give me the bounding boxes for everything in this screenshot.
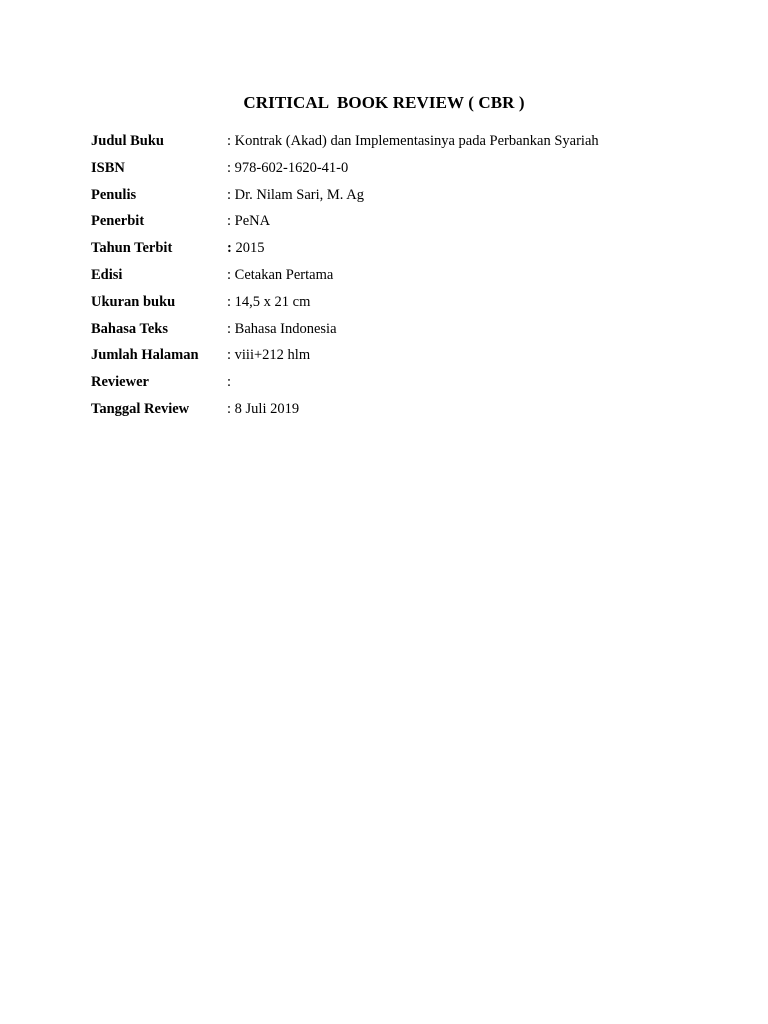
field-row-tahun-terbit [91,238,731,265]
field-row-penerbit [91,211,731,238]
field-separator: : [227,400,232,417]
field-label: Penerbit [91,213,145,230]
field-label: Jumlah Halaman [91,347,199,364]
field-value [227,211,270,231]
field-row-tanggal-review [91,399,731,426]
field-value [227,131,599,151]
field-row-ukuran-buku [91,292,731,319]
field-separator: : [227,186,232,203]
field-value-text: 978-602-1620-41-0 [231,159,349,176]
field-row-bahasa-teks [91,319,731,346]
field-value-text: 8 Juli 2019 [231,400,300,417]
field-row-jumlah-halaman [91,345,731,372]
field-separator: : [227,133,232,149]
field-value [227,319,337,339]
field-separator: : [227,374,232,391]
field-label: Tanggal Review [91,400,190,417]
field-row-reviewer [91,372,731,399]
field-value [227,399,299,419]
book-info-list [91,131,731,426]
field-value-text: Dr. Nilam Sari, M. Ag [231,186,364,203]
field-label: Penulis [91,186,137,203]
field-value-text: 14,5 x 21 cm [231,293,311,310]
field-label: Reviewer [91,374,149,391]
field-value [227,158,348,178]
field-label: Tahun Terbit [91,240,173,257]
field-value-text: Bahasa Indonesia [231,320,337,337]
field-value-text: Cetakan Pertama [231,266,334,283]
field-value [227,345,310,365]
field-separator: : [227,293,232,310]
field-label: Judul Buku [91,133,164,149]
field-separator: : [227,240,232,257]
field-separator: : [227,213,232,230]
field-value-text: viii+212 hlm [231,347,311,364]
field-value-text: Kontrak (Akad) dan Implementasinya pada Perbankan Syariah [231,133,599,149]
field-value [227,265,333,285]
field-separator: : [227,320,232,337]
field-row-penulis [91,185,731,212]
field-separator: : [227,347,232,364]
document-title: CRITICAL BOOK REVIEW ( CBR ) [243,93,525,112]
field-label: Ukuran buku [91,293,176,310]
field-label: Bahasa Teks [91,320,168,337]
field-value-text: PeNA [231,213,271,230]
field-label: ISBN [91,159,125,176]
field-label: Edisi [91,266,123,283]
field-row-isbn [91,158,731,185]
field-value [227,372,231,392]
field-row-edisi [91,265,731,292]
field-value-text: 2015 [231,240,265,257]
field-separator: : [227,266,232,283]
field-value [227,185,364,205]
field-row-judul-buku [91,131,731,158]
field-separator: : [227,159,232,176]
field-value [227,238,264,258]
field-value [227,292,310,312]
